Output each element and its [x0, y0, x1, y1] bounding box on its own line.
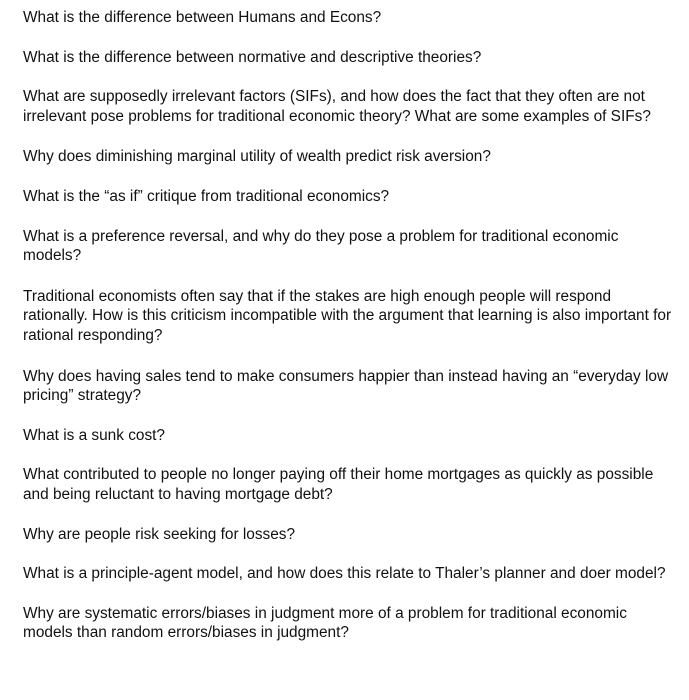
question-13: Why are systematic errors/biases in judgment more of a problem for traditional economic models than random errors/biases in judgment?	[23, 604, 627, 642]
question-2: What is the difference between normative and descriptive theories?	[23, 48, 482, 66]
question-12: What is a principle-agent model, and how does this relate to Thaler’s planner and doer model?	[23, 565, 666, 583]
question-6: What is a preference reversal, and why do they pose a problem for traditional economic models?	[23, 227, 619, 265]
question-5: What is the “as if” critique from traditional economics?	[23, 187, 390, 205]
question-8: Why does having sales tend to make consumers happier than instead having an “everyday low pricing” strategy?	[23, 367, 669, 405]
question-3: What are supposedly irrelevant factors (SIFs), and how does the fact that they often are not irrelevant pose problems for traditional economic theory? What are some examples of SIFs?	[23, 88, 651, 125]
question-9: What is a sunk cost?	[23, 426, 165, 444]
question-7: Traditional economists often say that if the stakes are high enough people will respond rationally. How is this criticism incompatible with the argument that learning is also important for rational responding?	[23, 287, 672, 344]
question-4: Why does diminishing marginal utility of wealth predict risk aversion?	[23, 148, 491, 166]
question-10: What contributed to people no longer paying off their home mortgages as quickly as possible and being reluctant to having mortgage debt?	[23, 466, 654, 503]
question-list	[23, 8, 675, 643]
question-11: Why are people risk seeking for losses?	[23, 525, 296, 543]
question-1: What is the difference between Humans and Econs?	[23, 9, 382, 26]
